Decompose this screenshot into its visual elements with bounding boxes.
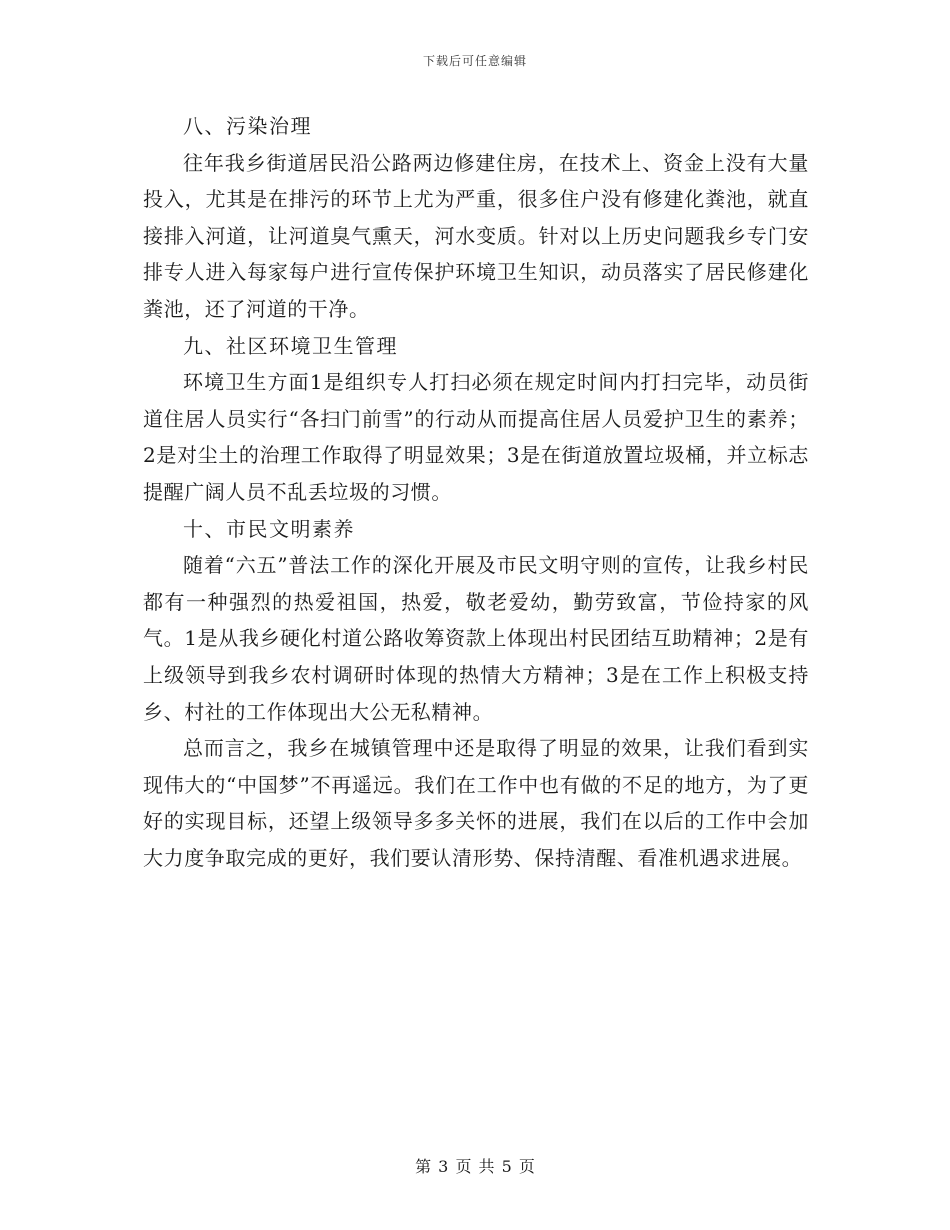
page-header-note: 下载后可任意编辑 — [422, 54, 527, 68]
paragraph-conclusion: 总而言之，我乡在城镇管理中还是取得了明显的效果，让我们看到实现伟大的“中国梦”不再遥远。我们在工作中也有做的不足的地方，为了更好的实现目标，还望上级领导多多关怀的进展，我们在以后的工作中会加大力度争取完成的更好，我们要认清形势、保持清醒、看准机遇求进展。 — [143, 736, 809, 870]
paragraph-community-sanitation: 环境卫生方面1是组织专人打扫必须在规定时间内打扫完毕，动员街道住居人员实行“各扫门前雪”的行动从而提高住居人员爱护卫生的素养；2是对尘土的治理工作取得了明显效果；3是在街道放置垃圾桶，并立标志提醒广阔人员不乱丢垃圾的习惯。 — [143, 370, 809, 504]
section-heading-community-sanitation: 九、社区环境卫生管理 — [183, 333, 398, 358]
document-body — [143, 108, 809, 876]
paragraph-pollution: 往年我乡街道居民沿公路两边修建住房，在技术上、资金上没有大量投入，尤其是在排污的环节上尤为严重，很多住户没有修建化粪池，就直接排入河道，让河道臭气熏天，河水变质。针对以上历史问题我乡专门安排专人进入每家每户进行宣传保护环境卫生知识，动员落实了居民修建化粪池，还了河道的干净。 — [143, 150, 809, 321]
page-number: 第 3 页 共 5 页 — [415, 1157, 535, 1176]
section-heading-pollution: 八、污染治理 — [183, 114, 312, 138]
paragraph-civic-literacy: 随着“六五”普法工作的深化开展及市民文明守则的宣传，让我乡村民都有一种强烈的热爱祖国，热爱，敬老爱幼，勤劳致富，节俭持家的风气。1是从我乡硬化村道公路收筹资款上体现出村民团结互助精神；2是有上级领导到我乡农村调研时体现的热情大方精神；3是在工作上积极支持乡、村社的工作体现出大公无私精神。 — [143, 553, 809, 724]
section-heading-civic-literacy: 十、市民文明素养 — [183, 516, 355, 541]
